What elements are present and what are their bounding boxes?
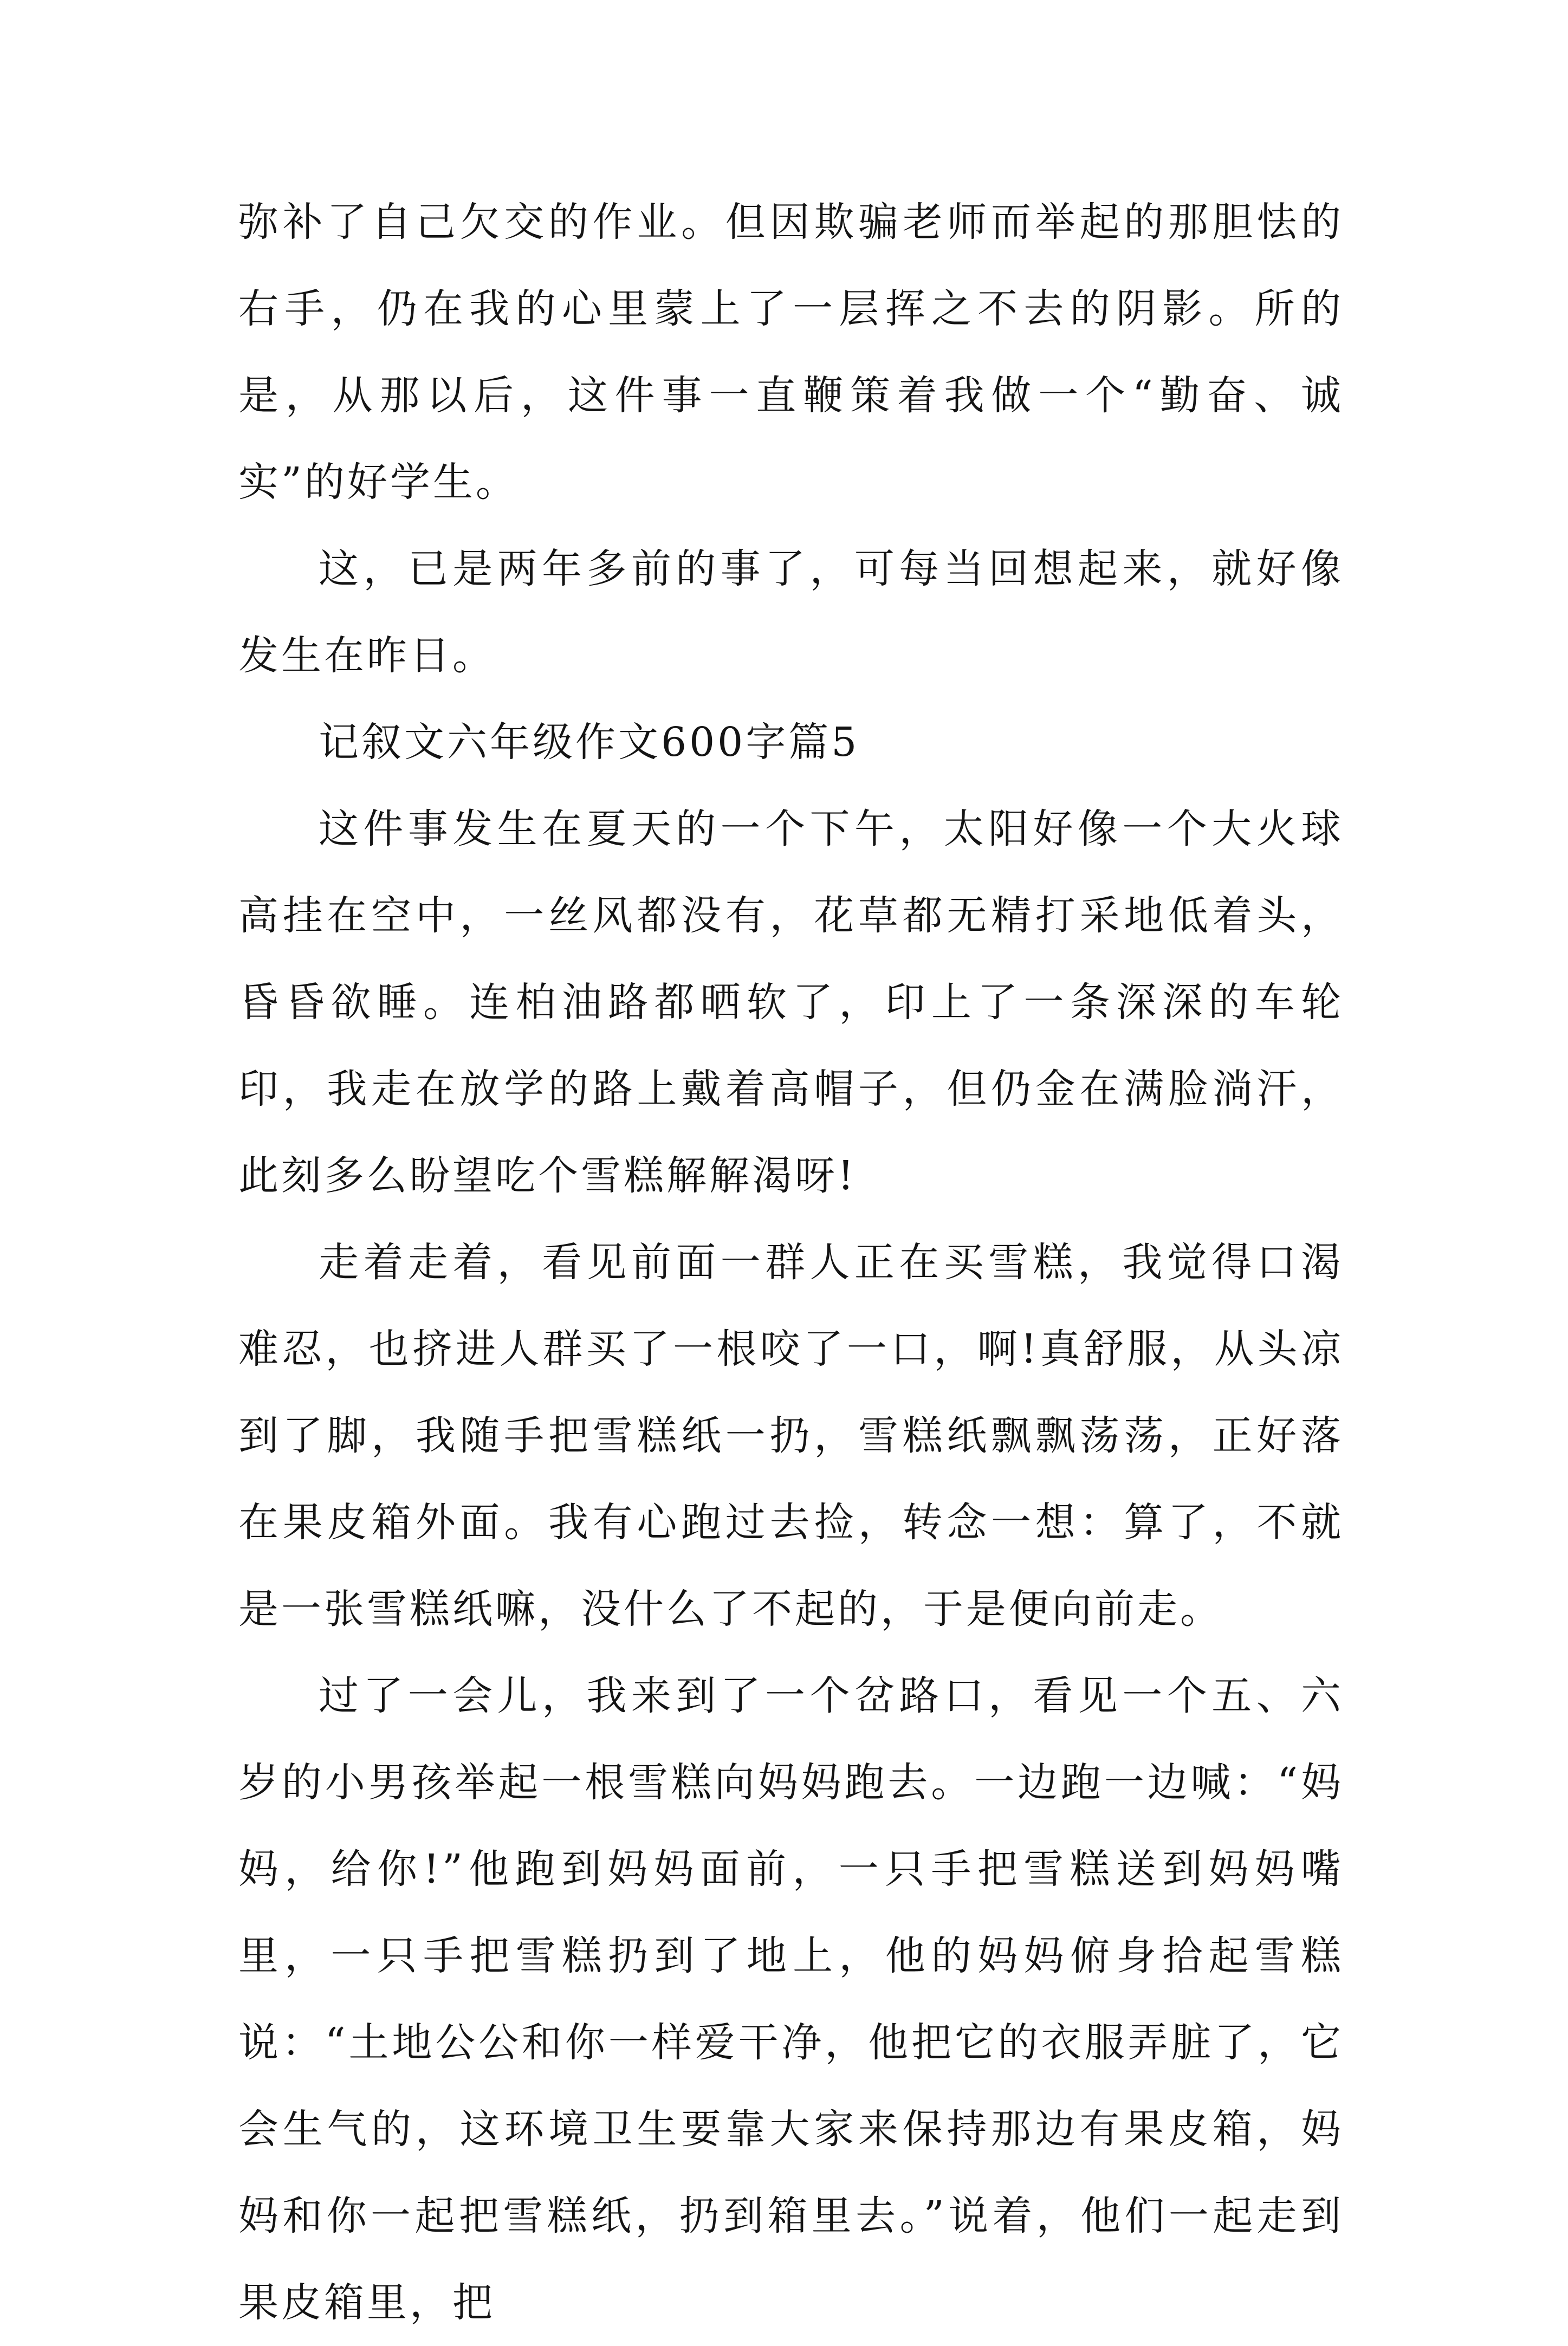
- paragraph: 这，已是两年多前的事了，可每当回想起来，就好像发生在昨日。: [238, 546, 1344, 679]
- document-body: [238, 179, 1344, 2346]
- paragraph-continued: 弥补了自己欠交的作业。但因欺骗老师而举起的那胆怯的右手，仍在我的心里蒙上了一层挥之不去的阴影。所的是，从那以后，这件事一直鞭策着我做一个“勤奋、诚实”的好学生。: [238, 199, 1344, 506]
- paragraph: 这件事发生在夏天的一个下午，太阳好像一个大火球高挂在空中，一丝风都没有，花草都无精打采地低着头，昏昏欲睡。连柏油路都晒软了，印上了一条深深的车轮印，我走在放学的路上戴着高帽子，但仍金在满脸淌汗，此刻多么盼望吃个雪糕解解渴呀!: [238, 806, 1344, 1199]
- paragraph: 走着走着，看见前面一群人正在买雪糕，我觉得口渴难忍，也挤进人群买了一根咬了一口，啊!真舒服，从头凉到了脚，我随手把雪糕纸一扔，雪糕纸飘飘荡荡，正好落在果皮箱外面。我有心跑过去捡，转念一想：算了，不就是一张雪糕纸嘛，没什么了不起的，于是便向前走。: [238, 1239, 1344, 1632]
- paragraph: 过了一会儿，我来到了一个岔路口，看见一个五、六岁的小男孩举起一根雪糕向妈妈跑去。一边跑一边喊：“妈妈，给你!”他跑到妈妈面前，一只手把雪糕送到妈妈嘴里，一只手把雪糕扔到了地上，他的妈妈俯身拾起雪糕说：“土地公公和你一样爱干净，他把它的衣服弄脏了，它会生气的，这环境卫生要靠大家来保持那边有果皮箱，妈妈和你一起把雪糕纸，扔到箱里去。”说着，他们一起走到果皮箱里，把: [238, 1673, 1344, 2326]
- section-heading: 记叙文六年级作文600字篇5: [319, 719, 860, 766]
